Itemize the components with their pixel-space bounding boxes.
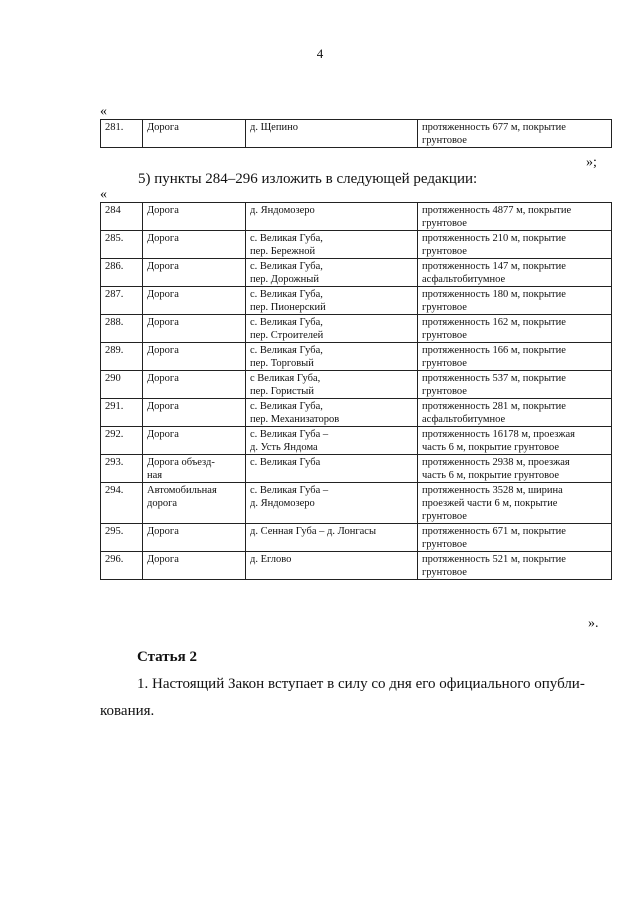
- road-location-text: д. Яндомозеро: [250, 205, 315, 216]
- road-type-text: Дорога: [147, 429, 179, 440]
- road-description-cell: [418, 524, 612, 552]
- road-location-cell: [246, 259, 418, 287]
- road-description-text: грунтовое: [422, 567, 467, 578]
- row-number-text: 296.: [105, 554, 124, 565]
- road-type-cell: [143, 203, 246, 231]
- road-location-cell: [246, 315, 418, 343]
- road-description-text: протяженность 537 м, покрытие: [422, 373, 566, 384]
- road-location-text: с. Великая Губа,: [250, 401, 323, 412]
- road-location-cell: [246, 399, 418, 427]
- road-description-text: протяженность 4877 м, покрытие: [422, 205, 572, 216]
- row-number-cell: [101, 399, 143, 427]
- opening-quote-1: «: [100, 104, 107, 119]
- road-description-cell: [418, 315, 612, 343]
- road-type-cell: [143, 455, 246, 483]
- road-location-cell: [246, 120, 418, 148]
- road-location-cell: [246, 427, 418, 455]
- table-row: [101, 552, 612, 580]
- table-row: [101, 287, 612, 315]
- road-location-text: с. Великая Губа –: [250, 429, 329, 440]
- row-number-cell: [101, 203, 143, 231]
- row-number-cell: [101, 427, 143, 455]
- road-description-text: протяженность 2938 м, проезжая: [422, 457, 570, 468]
- closing-quote-2: ».: [588, 616, 599, 631]
- road-description-text: грунтовое: [422, 246, 467, 257]
- road-type-text: Дорога: [147, 205, 179, 216]
- table-row: [101, 483, 612, 524]
- road-type-text: Дорога: [147, 345, 179, 356]
- row-number-text: 285.: [105, 233, 124, 244]
- road-description-text: асфальтобитумное: [422, 414, 506, 425]
- road-description-cell: [418, 552, 612, 580]
- table-row: [101, 315, 612, 343]
- road-location-text: пер. Гористый: [250, 386, 314, 397]
- road-description-text: протяженность 16178 м, проезжая: [422, 429, 575, 440]
- row-number-cell: [101, 343, 143, 371]
- road-type-cell: [143, 371, 246, 399]
- road-description-text: протяженность 147 м, покрытие: [422, 261, 566, 272]
- road-location-cell: [246, 552, 418, 580]
- road-location-text: пер. Бережной: [250, 246, 316, 257]
- road-type-cell: [143, 343, 246, 371]
- road-type-text: Дорога: [147, 289, 179, 300]
- page-number: 4: [316, 46, 324, 61]
- road-type-text: Дорога: [147, 401, 179, 412]
- row-number-cell: [101, 287, 143, 315]
- road-location-text: д. Сенная Губа – д. Лонгасы: [250, 526, 377, 537]
- road-location-cell: [246, 483, 418, 524]
- road-location-cell: [246, 343, 418, 371]
- row-number-text: 295.: [105, 526, 124, 537]
- row-number-cell: [101, 524, 143, 552]
- table-row: [101, 427, 612, 455]
- road-location-text: д. Еглово: [250, 554, 292, 565]
- table-row: [101, 399, 612, 427]
- road-type-text: Дорога: [147, 554, 179, 565]
- road-location-cell: [246, 524, 418, 552]
- road-description-text: грунтовое: [422, 539, 467, 550]
- road-description-cell: [418, 483, 612, 524]
- row-number-text: 292.: [105, 429, 124, 440]
- road-description-text: протяженность 521 м, покрытие: [422, 554, 566, 565]
- road-description-text: грунтовое: [422, 511, 467, 522]
- road-location-text: с Великая Губа,: [250, 373, 321, 384]
- road-type-cell: [143, 315, 246, 343]
- row-number-text: 290: [105, 373, 121, 384]
- road-location-cell: [246, 455, 418, 483]
- row-number-cell: [101, 120, 143, 148]
- road-type-cell: [143, 427, 246, 455]
- row-number-text: 286.: [105, 261, 124, 272]
- road-type-cell: [143, 399, 246, 427]
- road-type-text: Дорога объезд-: [147, 457, 215, 468]
- closing-quote-1: »;: [586, 155, 597, 170]
- road-description-text: протяженность 677 м, покрытие: [422, 122, 566, 133]
- road-description-text: протяженность 166 м, покрытие: [422, 345, 566, 356]
- road-location-text: пер. Торговый: [250, 358, 314, 369]
- roads-table-2: [100, 202, 612, 580]
- road-description-text: часть 6 м, покрытие грунтовое: [422, 442, 560, 453]
- road-location-text: с. Великая Губа –: [250, 485, 329, 496]
- table-row: [101, 120, 612, 148]
- road-description-text: грунтовое: [422, 330, 467, 341]
- road-description-text: грунтовое: [422, 302, 467, 313]
- road-type-text: Дорога: [147, 526, 179, 537]
- table-row: [101, 524, 612, 552]
- row-number-cell: [101, 455, 143, 483]
- road-type-cell: [143, 231, 246, 259]
- road-description-cell: [418, 259, 612, 287]
- road-location-text: с. Великая Губа,: [250, 261, 323, 272]
- road-description-cell: [418, 399, 612, 427]
- road-location-cell: [246, 231, 418, 259]
- road-description-cell: [418, 427, 612, 455]
- road-type-text: ная: [147, 470, 163, 481]
- row-number-cell: [101, 371, 143, 399]
- road-description-cell: [418, 231, 612, 259]
- row-number-text: 294.: [105, 485, 124, 496]
- road-location-text: пер. Дорожный: [250, 274, 319, 285]
- opening-quote-2: «: [100, 187, 107, 202]
- table-row: [101, 343, 612, 371]
- road-description-text: грунтовое: [422, 218, 467, 229]
- road-description-text: протяженность 162 м, покрытие: [422, 317, 566, 328]
- table-row: [101, 259, 612, 287]
- amendment-heading: 5) пункты 284–296 изложить в следующей редакции:: [138, 171, 478, 187]
- road-location-text: с. Великая Губа: [250, 457, 321, 468]
- road-type-cell: [143, 120, 246, 148]
- road-location-cell: [246, 371, 418, 399]
- road-type-cell: [143, 287, 246, 315]
- road-description-text: часть 6 м, покрытие грунтовое: [422, 470, 560, 481]
- road-location-text: с. Великая Губа,: [250, 289, 323, 300]
- road-type-text: Дорога: [147, 122, 179, 133]
- road-description-text: протяженность 3528 м, ширина: [422, 485, 563, 496]
- table-row: [101, 203, 612, 231]
- row-number-cell: [101, 259, 143, 287]
- road-location-text: с. Великая Губа,: [250, 317, 323, 328]
- road-description-text: грунтовое: [422, 386, 467, 397]
- road-type-cell: [143, 552, 246, 580]
- road-type-text: Дорога: [147, 317, 179, 328]
- row-number-cell: [101, 483, 143, 524]
- road-type-text: дорога: [147, 498, 178, 509]
- row-number-text: 281.: [105, 122, 124, 133]
- row-number-cell: [101, 552, 143, 580]
- road-type-cell: [143, 524, 246, 552]
- row-number-cell: [101, 231, 143, 259]
- road-location-text: с. Великая Губа,: [250, 345, 323, 356]
- road-description-cell: [418, 287, 612, 315]
- article-text-line-2: кования.: [100, 703, 155, 719]
- road-description-text: протяженность 281 м, покрытие: [422, 401, 566, 412]
- road-description-cell: [418, 455, 612, 483]
- article-title: Статья 2: [137, 649, 197, 665]
- road-location-text: пер. Строителей: [250, 330, 324, 341]
- road-location-cell: [246, 203, 418, 231]
- road-description-text: проезжей части 6 м, покрытие: [422, 498, 558, 509]
- road-description-cell: [418, 120, 612, 148]
- road-description-text: протяженность 210 м, покрытие: [422, 233, 566, 244]
- row-number-text: 284: [105, 205, 121, 216]
- road-type-text: Дорога: [147, 233, 179, 244]
- article-text-line-1: 1. Настоящий Закон вступает в силу со дня его официального опубли-: [137, 676, 585, 692]
- road-description-text: асфальтобитумное: [422, 274, 506, 285]
- road-description-cell: [418, 371, 612, 399]
- road-location-text: д. Усть Яндома: [250, 442, 318, 453]
- table-row: [101, 371, 612, 399]
- road-description-cell: [418, 343, 612, 371]
- road-location-text: д. Яндомозеро: [250, 498, 315, 509]
- road-type-cell: [143, 259, 246, 287]
- road-location-text: с. Великая Губа,: [250, 233, 323, 244]
- road-description-text: грунтовое: [422, 135, 467, 146]
- row-number-text: 289.: [105, 345, 124, 356]
- table-row: [101, 455, 612, 483]
- table-row: [101, 231, 612, 259]
- road-type-text: Дорога: [147, 261, 179, 272]
- row-number-text: 293.: [105, 457, 124, 468]
- row-number-text: 288.: [105, 317, 124, 328]
- row-number-text: 291.: [105, 401, 124, 412]
- row-number-text: 287.: [105, 289, 124, 300]
- road-location-text: пер. Пионерский: [250, 302, 326, 313]
- row-number-cell: [101, 315, 143, 343]
- road-location-text: д. Щепино: [250, 122, 298, 133]
- road-type-text: Дорога: [147, 373, 179, 384]
- roads-table-1: [100, 119, 612, 148]
- road-location-cell: [246, 287, 418, 315]
- road-description-cell: [418, 203, 612, 231]
- road-description-text: протяженность 180 м, покрытие: [422, 289, 566, 300]
- road-description-text: грунтовое: [422, 358, 467, 369]
- road-type-text: Автомобильная: [147, 485, 217, 496]
- road-description-text: протяженность 671 м, покрытие: [422, 526, 566, 537]
- road-type-cell: [143, 483, 246, 524]
- road-location-text: пер. Механизаторов: [250, 414, 340, 425]
